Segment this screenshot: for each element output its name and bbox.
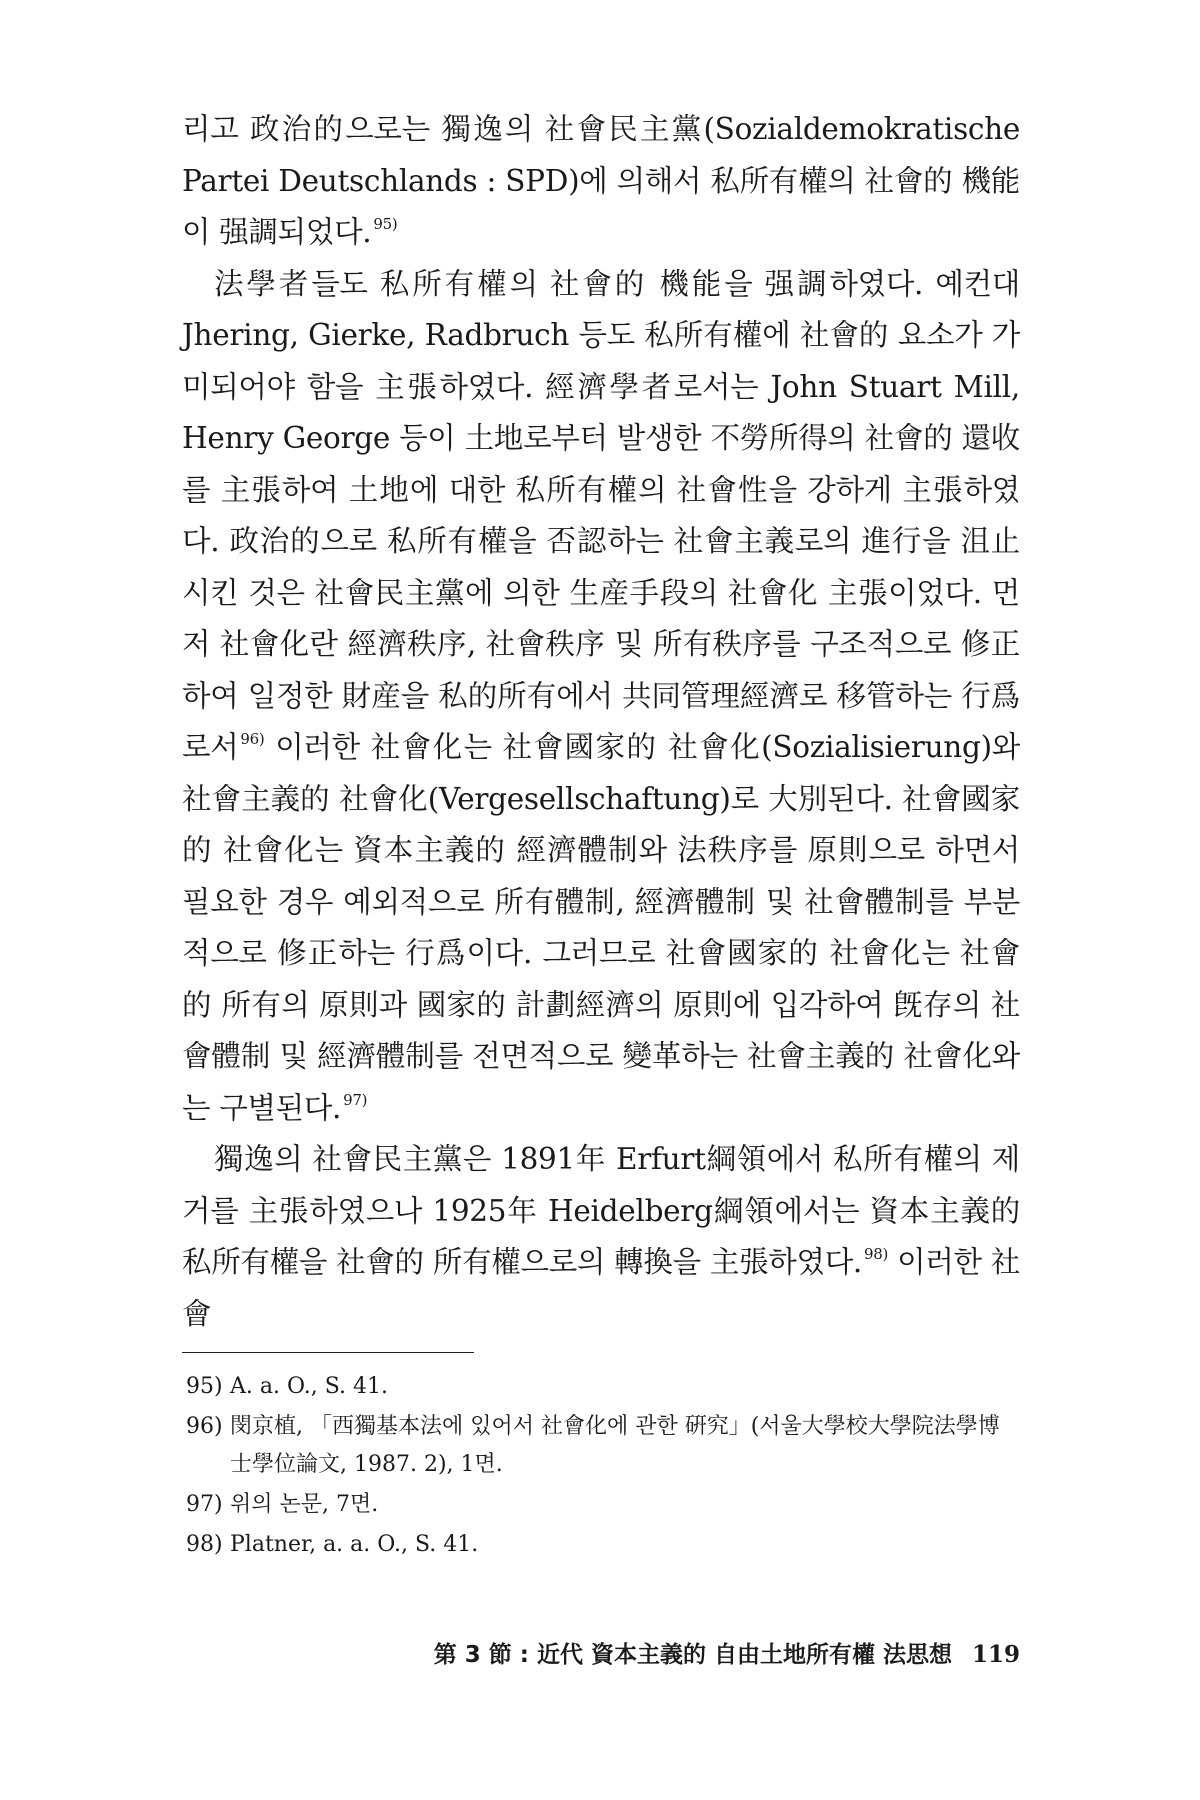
footnote-96 bbox=[186, 1408, 1020, 1484]
footnotes bbox=[186, 1368, 1020, 1566]
footnote-reference-97: 97) bbox=[343, 1090, 368, 1109]
footnote-number: 95) bbox=[186, 1374, 223, 1399]
footnote-97 bbox=[186, 1486, 1020, 1524]
footnote-text: 閔京植, 「西獨基本法에 있어서 社會化에 관한 硏究」(서울大學校大學院法學博士學位論文, 1987. 2), 1면. bbox=[230, 1414, 1000, 1477]
running-footer bbox=[420, 1636, 1020, 1669]
footnote-number: 98) bbox=[186, 1532, 223, 1557]
footnote-text: A. a. O., S. 41. bbox=[230, 1374, 388, 1399]
paragraph-text: 리고 政治的으로는 獨逸의 社會民主黨(Sozialdemokratische Partei Deutschlands : SPD)에 의해서 私所有權의 社會的 機能이 强調되었다. bbox=[182, 112, 1020, 249]
body-text bbox=[182, 104, 1020, 1340]
footnote-text: 위의 논문, 7면. bbox=[230, 1492, 379, 1517]
footnote-reference-98: 98) bbox=[863, 1245, 889, 1263]
paragraph-text-continued: 이러한 社會 bbox=[182, 1245, 1021, 1331]
paragraph-text: 法學者들도 私所有權의 社會的 機能을 强調하였다. 예컨대 Jhering, Gierke, Radbruch 등도 私所有權에 社會的 요소가 가미되어야 함을 主張하였다. 經濟學者로서는 John Stuart Mill, Henry George 등이 土地로부터 발생한 不勞所得의 社會的 還收를 主張하여 土地에 대한 私所有權의 社會性을 강하게 主張하였다. 政治的으로 私所有權을 否認하는 社會主義로의 進行을 沮止시킨 것은 社會民主黨에 의한 生産手段의 社會化 主張이었다. 먼저 社會化란 經濟秩序, 社會秩序 및 所有秩序를 구조적으로 修正하여 일정한 財産을 私的所有에서 共同管理經濟로 移管하는 行爲로서 bbox=[182, 266, 1020, 764]
paragraph-text: 獨逸의 社會民主黨은 1891年 Erfurt綱領에서 私所有權의 제거를 主張하였으나 1925年 Heidelberg綱領에서는 資本主義的 私所有權을 社會的 所有權으로의 轉換을 主張하였다. bbox=[182, 1142, 1020, 1279]
footnote-number: 97) bbox=[186, 1492, 223, 1517]
footnote-number: 96) bbox=[186, 1414, 223, 1439]
paragraph-1 bbox=[182, 104, 1020, 259]
footnote-reference-95: 95) bbox=[373, 215, 398, 233]
paragraph-3 bbox=[182, 1134, 1020, 1340]
footnote-95 bbox=[186, 1368, 1020, 1406]
footnote-98 bbox=[186, 1526, 1020, 1564]
section-title: 第 3 節 : 近代 資本主義的 自由土地所有權 法思想 bbox=[433, 1642, 952, 1668]
paragraph-2 bbox=[182, 259, 1020, 1135]
paragraph-text-continued: 이러한 社會化는 社會國家的 社會化(Sozialisierung)와 社會主義的 社會化(Vergesellschaftung)로 大別된다. 社會國家的 社會化는 資本主義的 經濟體制와 法秩序를 原則으로 하면서 필요한 경우 예외적으로 所有體制, 經濟體制 및 社會體制를 부분적으로 修正하는 行爲이다. 그러므로 社會國家的 社會化는 社會的 所有의 原則과 國家的 計劃經濟의 原則에 입각하여 旣存의 社會體制 및 經濟體制를 전면적으로 變革하는 社會主義的 社會化와는 구별된다. bbox=[182, 730, 1020, 1125]
page-number: 119 bbox=[971, 1641, 1020, 1668]
footnote-reference-96: 96) bbox=[240, 730, 265, 748]
footnote-divider bbox=[182, 1352, 474, 1353]
footnote-text: Platner, a. a. O., S. 41. bbox=[230, 1532, 479, 1557]
